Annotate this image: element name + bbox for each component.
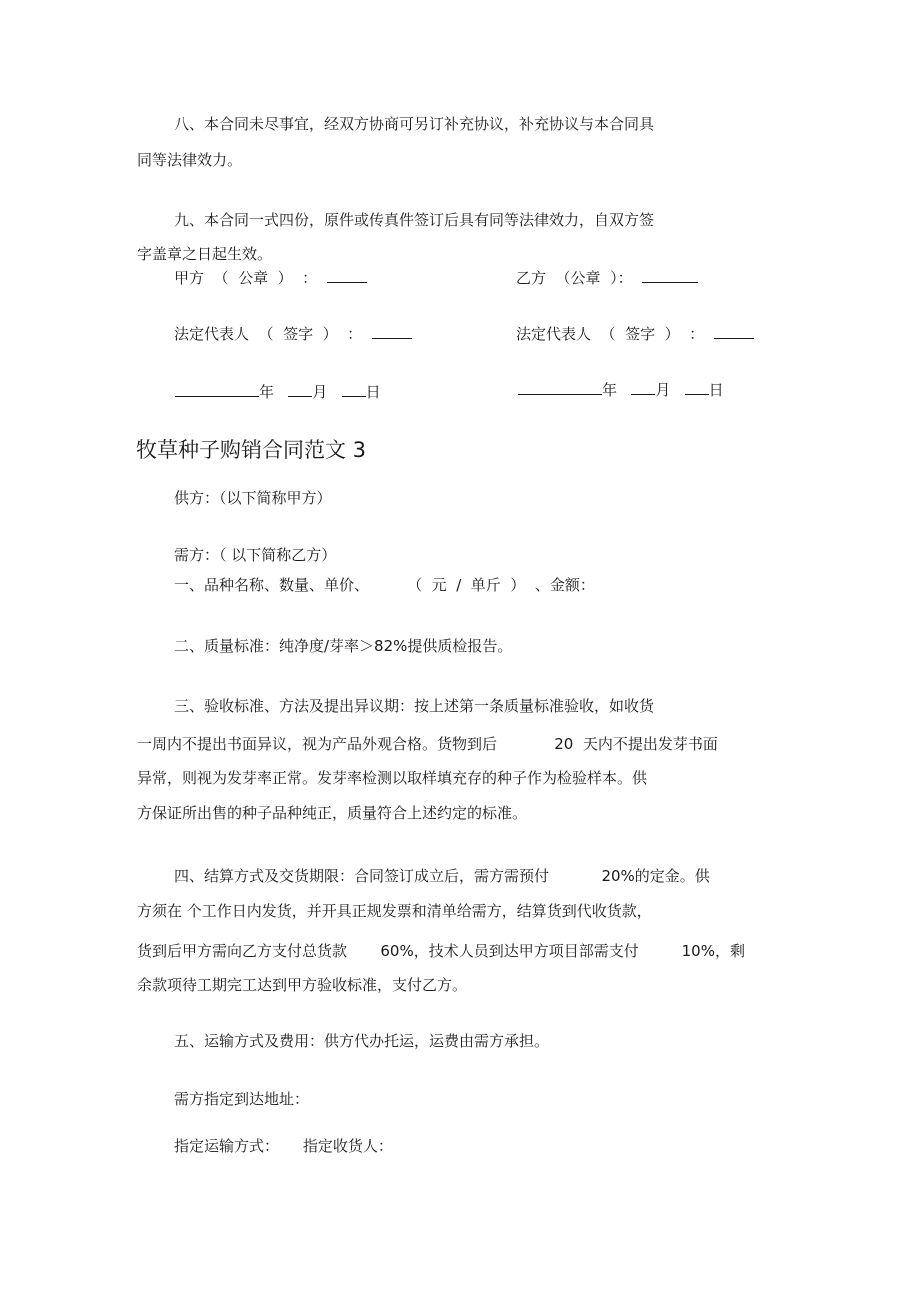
clause-4-line-2: 方须在 个工作日内发货，并开具正规发票和清单给需方，结算货到代收货款， [137,902,652,920]
clause-3-line-4: 方保证所出售的种子品种纯正，质量符合上述约定的标准。 [137,804,528,822]
supplier-line: 供方：（以下简称甲方） [174,489,332,507]
clause-8-line-1: 八、本合同未尽事宜，经双方协商可另订补充协议，补充协议与本合同具 [174,115,655,133]
clause-4-line-4: 余款项待工期完工达到甲方验收标准，支付乙方。 [137,976,468,994]
clause-1: 一、品种名称、数量、单价、 （ 元 / 单斤 ） 、金额： [174,576,595,594]
party-b-date: 年 月 日 [518,379,724,400]
delivery-address: 需方指定到达地址： [174,1090,310,1108]
clause-4-line-3: 货到后甲方需向乙方支付总货款 60%，技术人员到达甲方项目部需支付 10%，剩 [137,942,745,960]
party-b-representative: 法定代表人 （ 签字 ） ： [516,323,754,344]
party-b-seal: 乙方 （公章 ）： [516,267,698,288]
clause-4-line-1: 四、结算方式及交货期限：合同签订成立后，需方需预付 20%的定金。供 [174,867,710,885]
clause-3-line-1: 三、验收标准、方法及提出异议期：按上述第一条质量标准验收，如收货 [174,697,655,715]
clause-3-line-3: 异常，则视为发芽率正常。发芽率检测以取样填充存的种子作为检验样本。供 [137,769,648,787]
clause-5: 五、运输方式及费用：供方代办托运，运费由需方承担。 [174,1032,550,1050]
party-a-date: 年 月 日 [175,381,381,402]
party-a-representative: 法定代表人 （ 签字 ） ： [174,323,412,344]
clause-9-line-2: 字盖章之日起生效。 [137,245,273,263]
clause-2: 二、质量标准：纯净度/芽率＞82%提供质检报告。 [174,637,513,655]
transport-and-receiver: 指定运输方式： 指定收货人： [174,1137,393,1155]
clause-3-line-2: 一周内不提出书面异议，视为产品外观合格。货物到后 20 天内不提出发芽书面 [137,735,718,753]
clause-8-line-2: 同等法律效力。 [137,151,243,169]
clause-9-line-1: 九、本合同一式四份，原件或传真件签订后具有同等法律效力，自双方签 [174,211,655,229]
document-title: 牧草种子购销合同范文 3 [136,438,367,462]
party-a-seal: 甲方 （ 公章 ） ： [174,267,367,288]
buyer-line: 需方：（ 以下简称乙方） [174,546,337,564]
